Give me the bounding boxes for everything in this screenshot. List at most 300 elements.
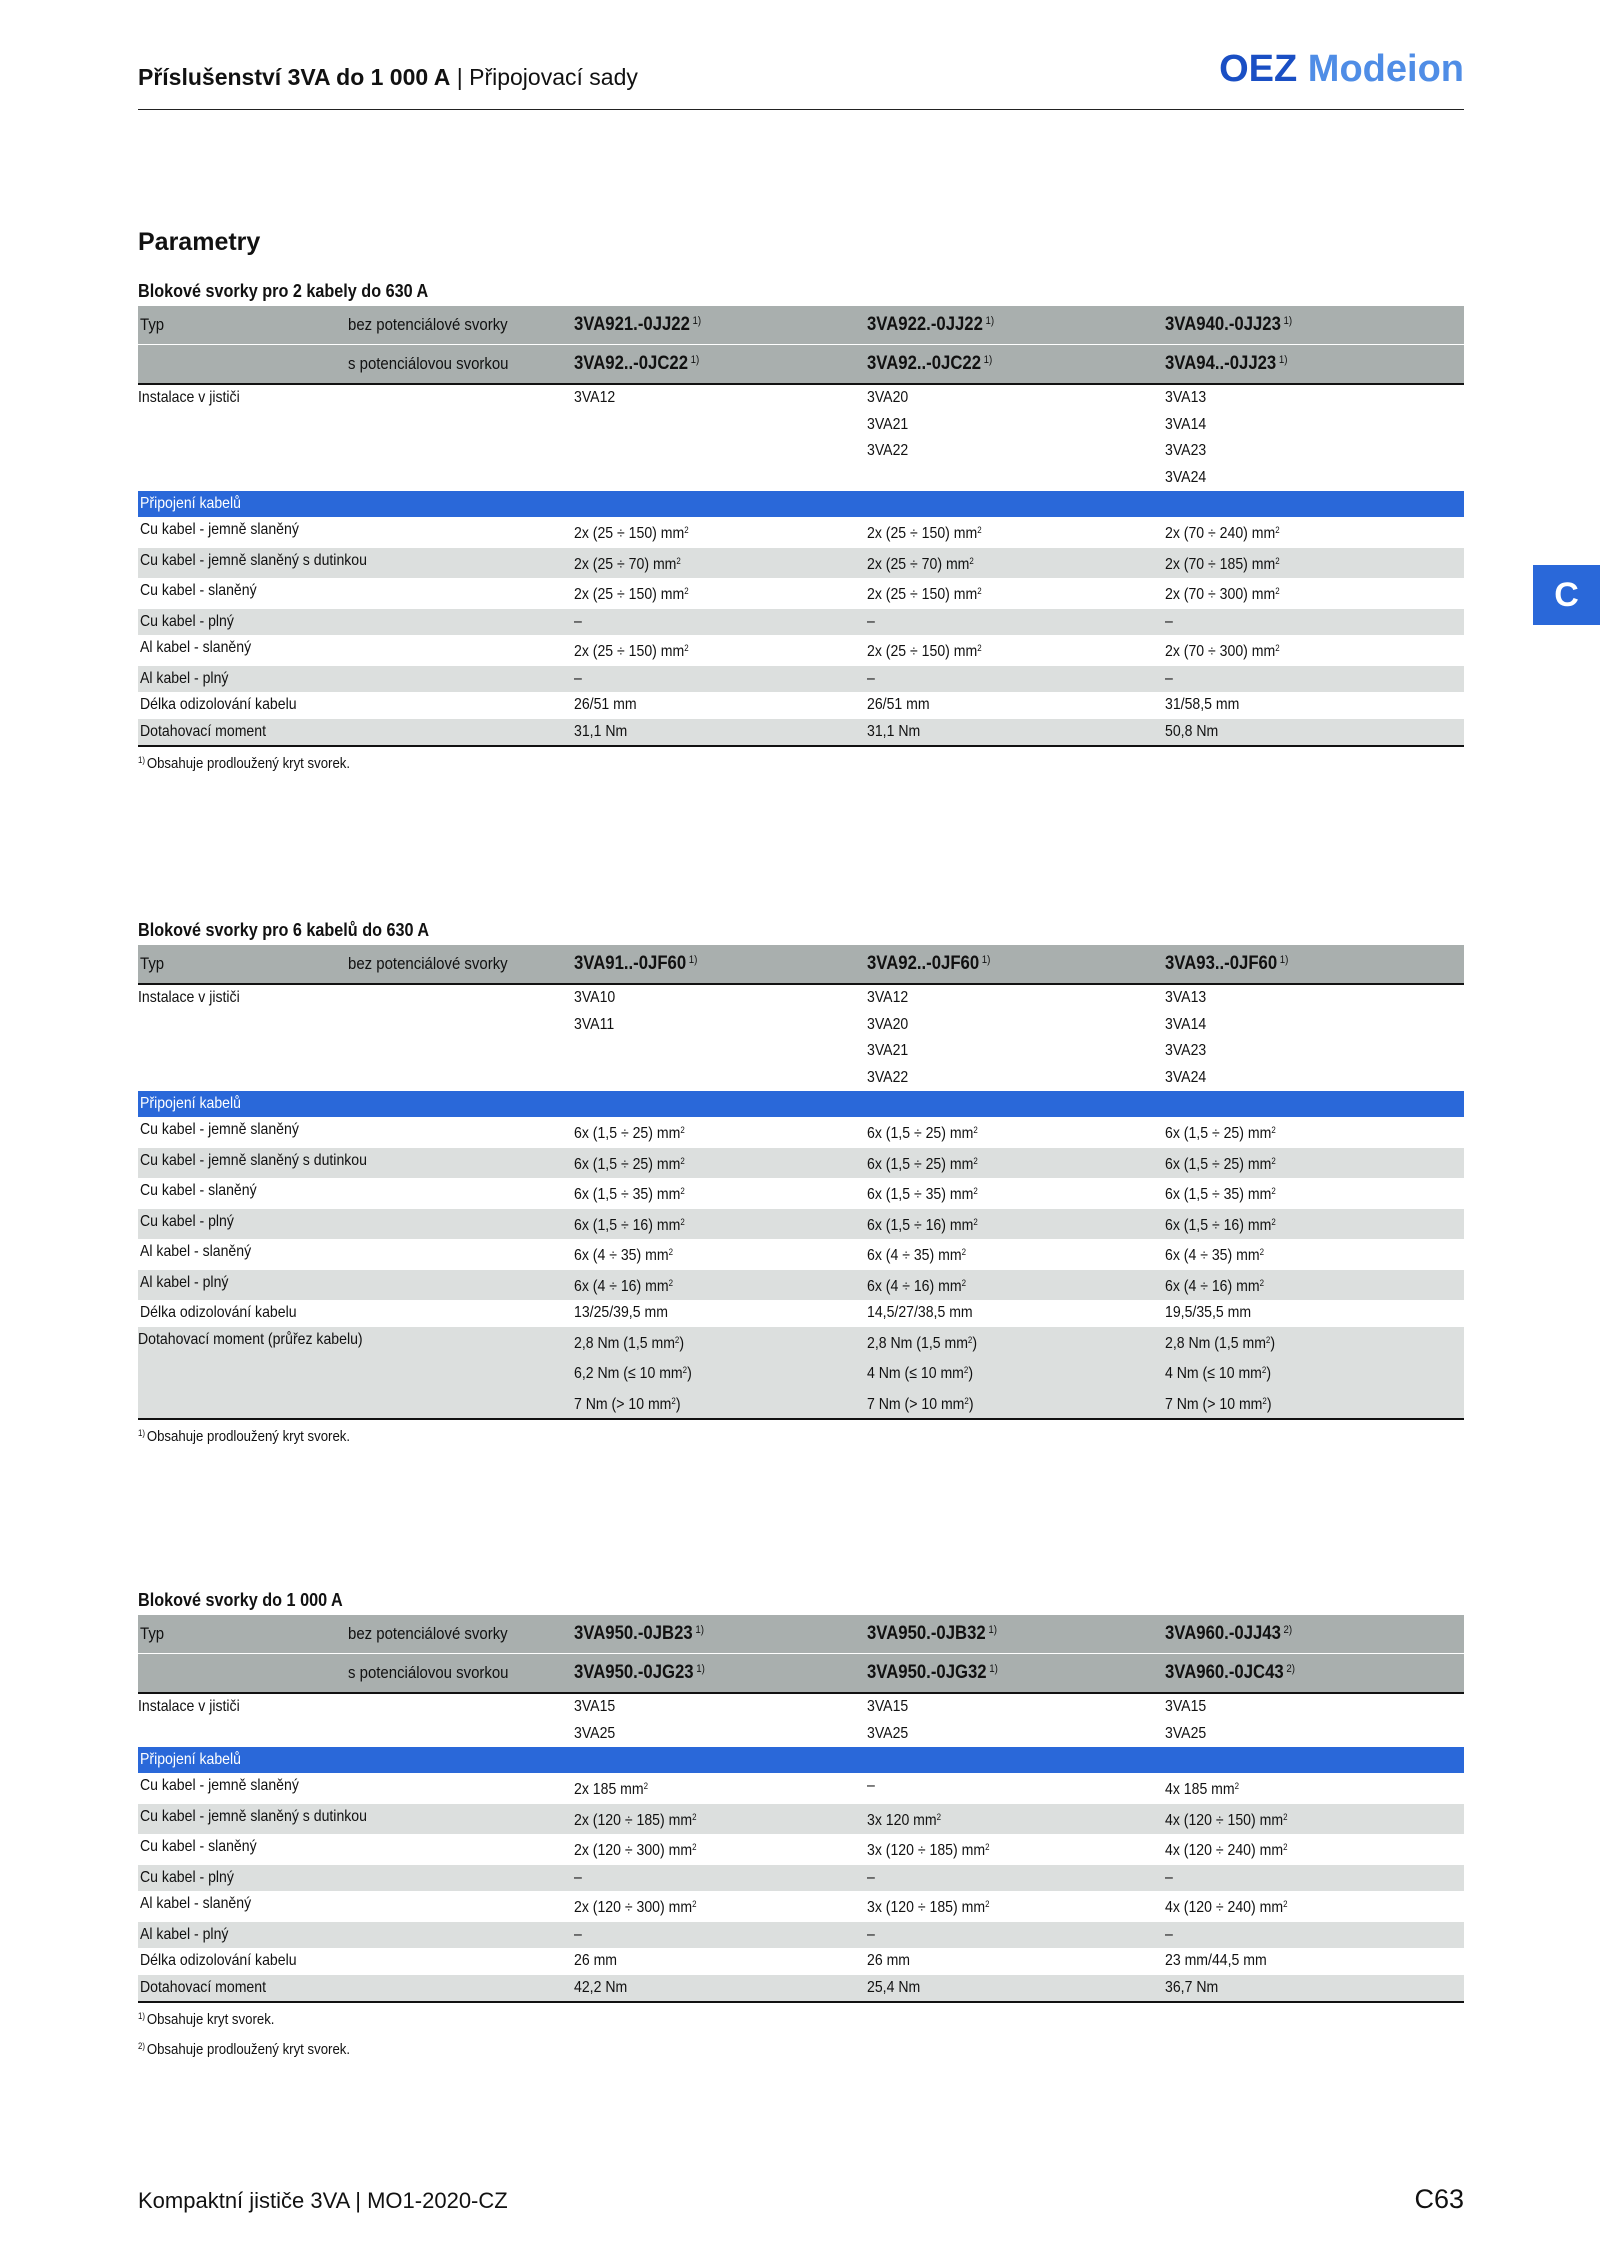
row-value [867,517,1165,548]
row-value-text: – [574,669,582,687]
install-value-text: 3VA21 [867,1042,909,1059]
row-label [138,1804,574,1835]
header-separator: | [456,64,463,90]
product-code-text: 3VA92..-0JC22 $^{1)}$ [867,353,993,374]
install-value-text: 3VA13 [1165,989,1207,1006]
row-value [574,1300,867,1327]
row-value [574,1239,867,1270]
section-band [138,1747,1464,1773]
row-value [1165,1209,1464,1240]
row-label-text: Al kabel - plný [140,1925,229,1943]
install-value [867,1721,1165,1748]
install-value-text: 3VA13 [1165,389,1207,406]
product-code-text: 3VA950.-0JB32 $^{1)}$ [867,1623,997,1644]
header-product-code [1165,314,1464,336]
row-value [1165,1948,1464,1975]
footnote-ref: 1) [690,354,700,366]
footnote-ref: 1) [1278,354,1288,366]
footnote-ref: 1) [989,1663,998,1675]
table-row [138,1300,1464,1327]
product-code-text: 3VA92..-0JF60 $^{1)}$ [867,953,991,974]
table-header-row [138,1615,1464,1653]
row-value [574,1178,867,1209]
install-value-text: 3VA12 [574,389,616,406]
header-product-code [574,353,867,375]
row-value [867,1773,1165,1804]
torque-value-text: 7 Nm (> 10 $mm^2$) [1165,1395,1272,1413]
table-row [138,1773,1464,1804]
header-variant-label [348,354,574,374]
table-row [138,1804,1464,1835]
header-type-label [138,1624,348,1644]
row-value-text: – [1165,1925,1173,1943]
install-values [867,385,1165,491]
oez-logo [1219,48,1464,91]
row-value [574,666,867,693]
torque-row [138,1327,1464,1419]
row-value-text: 2x (25 ÷ 150) $mm^2$ [574,643,689,660]
row-value-text: 6x (4 ÷ 35) $mm^2$ [867,1247,966,1264]
install-value [1165,1694,1464,1721]
footer-separator: | [355,2188,361,2213]
install-value-text: 3VA22 [867,1068,909,1086]
row-value [867,1834,1165,1865]
row-value [867,548,1165,579]
footnote-marker: 1) [138,2011,146,2021]
product-code-text: 3VA960.-0JJ43 $^{2)}$ [1165,1623,1293,1644]
header-product-code [574,1662,867,1684]
table-row [138,1239,1464,1270]
install-value [1165,985,1464,1012]
row-value-text: – [867,1925,875,1943]
install-value [867,385,1165,412]
header-product-code [1165,1662,1464,1684]
row-value-text: – [867,669,875,687]
row-label-text: Dotahovací moment [140,1978,267,1996]
row-label [138,548,574,579]
product-code-text: 3VA950.-0JB23 $^{1)}$ [574,1623,704,1644]
row-value-text: 6x (1,5 ÷ 16) $mm^2$ [574,1216,685,1234]
row-label-text: Cu kabel - slaněný [140,1182,257,1199]
row-value-text: 6x (4 ÷ 35) $mm^2$ [574,1247,673,1264]
row-label-text: Al kabel - slaněný [140,1243,252,1260]
row-value [867,1270,1165,1301]
install-value-text: 3VA21 [867,415,909,433]
table-row [138,1148,1464,1179]
product-code-text: 3VA940.-0JJ23 $^{1)}$ [1165,314,1293,335]
row-label-text: Al kabel - plný [140,669,229,687]
row-value [574,692,867,719]
row-value-text: 31/58,5 mm [1165,696,1240,713]
row-label [138,1209,574,1240]
row-value-text: 6x (1,5 ÷ 25) $mm^2$ [867,1155,978,1173]
table-row [138,1178,1464,1209]
torque-value [574,1327,867,1358]
install-value-text: 3VA25 [867,1724,909,1742]
footnote-ref: 1) [985,315,995,327]
install-value-text: 3VA14 [1165,415,1207,433]
torque-label [138,1327,574,1419]
install-value-text: 3VA25 [574,1724,616,1742]
install-value [1165,412,1464,439]
torque-value-text: 7 Nm (> 10 $mm^2$) [867,1395,974,1413]
row-value [867,719,1165,746]
row-value-text: – [867,1868,875,1886]
install-value [867,1012,1165,1039]
header-type-label [138,354,348,374]
header-product-code [1165,1623,1464,1645]
table-title: Blokové svorky pro 6 kabelů do 630 A [138,920,430,940]
table-block-2 [138,915,1464,1450]
row-value [1165,1300,1464,1327]
row-label-text: Al kabel - slaněný [140,639,252,656]
torque-value [1165,1327,1464,1358]
row-value [574,1865,867,1892]
row-value-text: 2x (120 ÷ 300) $mm^2$ [574,1899,697,1916]
row-label-text: Délka odizolování kabelu [140,1304,297,1321]
footnote-marker: 1) [138,755,146,765]
row-value [867,1209,1165,1240]
install-value-text: 3VA11 [574,1015,615,1033]
install-value-text: 3VA15 [1165,1698,1207,1715]
row-value-text: 6x (1,5 ÷ 25) $mm^2$ [1165,1125,1276,1142]
row-value [574,1948,867,1975]
torque-values [867,1327,1165,1419]
install-row [138,985,1464,1091]
row-value-text: 3x (120 ÷ 185) $mm^2$ [867,1899,990,1916]
row-value [1165,692,1464,719]
install-row [138,385,1464,491]
row-value-text: – [1165,612,1173,630]
header-variant-label [348,1663,574,1683]
product-code-text: 3VA950.-0JG23 $^{1)}$ [574,1662,705,1683]
row-label-text: Cu kabel - plný [140,612,234,630]
section-band-text: Připojení kabelů [140,1751,241,1768]
row-value-text: – [574,1868,582,1886]
table-row [138,692,1464,719]
header-product-code [574,1623,867,1645]
row-value-text: 6x (1,5 ÷ 25) $mm^2$ [574,1125,685,1142]
table-row [138,1117,1464,1148]
row-label-text: Dotahovací moment [140,722,267,740]
header-variant-text: bez potenciálové svorky [348,1624,508,1643]
row-value [867,1117,1165,1148]
header-type-label [138,1663,348,1683]
row-value-text: – [867,1777,875,1794]
row-value-text: 14,5/27/38,5 mm [867,1304,973,1321]
row-value-text: 6x (1,5 ÷ 25) $mm^2$ [1165,1155,1276,1173]
row-value [1165,1804,1464,1835]
torque-value-text: 4 Nm (≤ 10 $mm^2$) [1165,1365,1272,1382]
footnote-ref: 1) [695,1624,704,1636]
row-label [138,1891,574,1922]
row-label [138,578,574,609]
install-label-text: Instalace v jističi [138,389,240,406]
row-value-text: 3x 120 $mm^2$ [867,1811,942,1829]
row-value-text: 13/25/39,5 mm [574,1304,668,1321]
row-value-text: – [1165,1868,1173,1886]
row-label-text: Délka odizolování kabelu [140,696,297,713]
torque-values [574,1327,867,1419]
row-label [138,1178,574,1209]
header-variant-label [348,1624,574,1644]
row-value [574,1804,867,1835]
torque-value-text: 2,8 Nm (1,5 $mm^2$) [867,1334,978,1352]
torque-value-text: 6,2 Nm (≤ 10 $mm^2$) [574,1365,692,1382]
row-value [867,1975,1165,2002]
install-value [867,985,1165,1012]
install-value-text: 3VA23 [1165,1042,1207,1059]
row-value [1165,1891,1464,1922]
row-value [1165,1117,1464,1148]
row-value [574,1773,867,1804]
section-band [138,1091,1464,1117]
row-value [867,1239,1165,1270]
header-product-code [574,953,867,975]
row-value [1165,1178,1464,1209]
table-row [138,1948,1464,1975]
row-value [867,692,1165,719]
row-value-text: 2x (70 ÷ 300) $mm^2$ [1165,643,1280,660]
row-value-text: 6x (4 ÷ 16) $mm^2$ [867,1277,966,1295]
row-label [138,1922,574,1949]
footer-right: MO1-2020-CZ [367,2188,508,2213]
row-label-text: Délka odizolování kabelu [140,1952,297,1969]
row-value-text: 2x (25 ÷ 150) $mm^2$ [574,586,689,603]
row-value [867,1865,1165,1892]
row-value-text: 36,7 Nm [1165,1978,1219,1996]
row-value [1165,1834,1464,1865]
product-code-text: 3VA921.-0JJ22 $^{1)}$ [574,314,702,335]
row-value [867,1178,1165,1209]
row-value [867,1948,1165,1975]
row-value [867,1891,1165,1922]
header-product-code [867,1662,1165,1684]
row-value-text: 31,1 Nm [867,722,921,740]
torque-label-text: Dotahovací moment (průřez kabelu) [138,1330,363,1348]
header-type-label [138,954,348,974]
header-variant-label [348,954,574,974]
footnote-ref: 1) [1283,315,1293,327]
table-header-row [138,945,1464,985]
row-value [574,517,867,548]
torque-values [1165,1327,1464,1419]
install-label [138,385,574,491]
product-code-text: 3VA950.-0JG32 $^{1)}$ [867,1662,998,1683]
install-label [138,1694,574,1747]
install-value-text: 3VA10 [574,989,616,1006]
footnote-ref: 1) [983,354,993,366]
row-value [1165,635,1464,666]
row-value-text: 4x (120 ÷ 240) $mm^2$ [1165,1842,1288,1859]
chapter-tab: C [1533,565,1600,625]
install-row [138,1694,1464,1747]
row-value [1165,548,1464,579]
install-values [1165,385,1464,491]
table-title: Blokové svorky pro 2 kabely do 630 A [138,281,429,301]
row-value-text: 26/51 mm [867,696,930,713]
product-code-text: 3VA93..-0JF60 $^{1)}$ [1165,953,1289,974]
header-type-label [138,315,348,335]
section-title: Parametry [138,228,261,256]
header-subtitle: Připojovací sady [469,64,638,90]
product-code-text: 3VA92..-0JC22 $^{1)}$ [574,353,700,374]
row-label-text: Cu kabel - jemně slaněný [140,1121,299,1138]
row-value-text: 2x 185 $mm^2$ [574,1781,649,1798]
row-value-text: 2x (25 ÷ 150) $mm^2$ [867,643,982,660]
install-value-text: 3VA24 [1165,1068,1207,1086]
row-value [1165,719,1464,746]
footnote-ref: 1) [692,315,702,327]
row-value-text: 19,5/35,5 mm [1165,1304,1252,1321]
install-value [867,438,1165,465]
header-variant-text: s potenciálovou svorkou [348,1663,509,1682]
torque-value [1165,1388,1464,1419]
row-label [138,1834,574,1865]
row-value-text: – [867,612,875,630]
row-label [138,1117,574,1148]
install-values [867,985,1165,1091]
row-value [574,1834,867,1865]
row-value-text: 2x (70 ÷ 185) $mm^2$ [1165,555,1280,573]
footnote-text: $^{2)}$ Obsahuje prodloužený kryt svorek. [138,2041,351,2058]
header-product-code [574,314,867,336]
row-value-text: 6x (1,5 ÷ 16) $mm^2$ [867,1216,978,1234]
product-code-text: 3VA94..-0JJ23 $^{1)}$ [1165,353,1288,374]
row-value [574,548,867,579]
row-value [1165,1148,1464,1179]
row-value-text: 26 mm [574,1952,618,1969]
page-footer [138,2188,508,2214]
row-value [867,635,1165,666]
header-type-text: Typ [140,315,165,334]
row-value [574,1975,867,2002]
footnote-ref: 2) [1283,1624,1293,1636]
row-value-text: 6x (4 ÷ 16) $mm^2$ [574,1277,673,1295]
row-value [574,609,867,636]
install-value-text: 3VA24 [1165,468,1207,486]
install-value [1165,1012,1464,1039]
row-label [138,1865,574,1892]
table-title: Blokové svorky do 1 000 A [138,1590,343,1610]
product-code-text: 3VA922.-0JJ22 $^{1)}$ [867,314,995,335]
install-value [867,1065,1165,1092]
table-row [138,1865,1464,1892]
section-band-text: Připojení kabelů [140,495,241,512]
install-value [1165,385,1464,412]
row-value [1165,1975,1464,2002]
torque-value [574,1357,867,1388]
row-value-text: – [574,1925,582,1943]
header-title: Příslušenství 3VA do 1 000 A [138,64,451,90]
row-value [867,1300,1165,1327]
torque-value [867,1327,1165,1358]
row-value [867,578,1165,609]
install-label-text: Instalace v jističi [138,989,240,1006]
row-label-text: Al kabel - plný [140,1273,229,1291]
install-value [574,1721,867,1748]
row-value-text: 2x (120 ÷ 185) $mm^2$ [574,1811,697,1829]
table-header-row [138,1653,1464,1694]
install-value-text: 3VA15 [574,1698,616,1715]
row-value-text: 50,8 Nm [1165,722,1219,740]
footnote [138,2033,1464,2063]
row-label [138,1239,574,1270]
row-label [138,635,574,666]
torque-value [1165,1357,1464,1388]
torque-value-text: 4 Nm (≤ 10 $mm^2$) [867,1365,974,1382]
install-value-text: 3VA12 [867,989,909,1006]
row-label-text: Cu kabel - slaněný [140,582,257,599]
table-block-3 [138,1585,1464,2063]
row-value [574,635,867,666]
install-values [1165,985,1464,1091]
table-row [138,1834,1464,1865]
install-value [867,412,1165,439]
header-variant-text: bez potenciálové svorky [348,954,508,973]
table-header-row [138,344,1464,385]
install-value-text: 3VA15 [867,1698,909,1715]
row-label-text: Cu kabel - jemně slaněný s dutinkou [140,1807,367,1825]
row-label-text: Cu kabel - jemně slaněný [140,1777,299,1794]
product-code-text: 3VA91..-0JF60 $^{1)}$ [574,953,698,974]
row-label [138,1975,574,2002]
row-value [867,1922,1165,1949]
header-product-code [867,1623,1165,1645]
row-value [1165,578,1464,609]
row-label-text: Cu kabel - plný [140,1212,234,1230]
row-label-text: Cu kabel - jemně slaněný s dutinkou [140,1151,367,1169]
install-value-text: 3VA20 [867,389,909,406]
footnote-ref: 2) [1286,1663,1295,1675]
install-value [867,1694,1165,1721]
header-type-text: Typ [140,1624,165,1643]
table-row [138,548,1464,579]
row-value [1165,1239,1464,1270]
row-value-text: 31,1 Nm [574,722,628,740]
header-product-code [867,953,1165,975]
table-row [138,1975,1464,2002]
torque-value [867,1357,1165,1388]
row-value [1165,517,1464,548]
product-code-text: 3VA960.-0JC43 $^{2)}$ [1165,1662,1295,1683]
install-value-text: 3VA14 [1165,1015,1207,1033]
install-value-text: 3VA23 [1165,442,1207,459]
row-value [867,609,1165,636]
table-row [138,1891,1464,1922]
footnote-ref: 1) [981,954,991,966]
row-label [138,719,574,746]
page-number: C63 [1414,2184,1464,2214]
install-value [574,1012,867,1039]
footnote-marker: 2) [138,2041,146,2051]
row-label-text: Cu kabel - jemně slaněný s dutinkou [140,551,367,569]
footnote-text: $^{1)}$ Obsahuje kryt svorek. [138,2011,275,2028]
row-value-text: 6x (1,5 ÷ 35) $mm^2$ [574,1186,685,1203]
install-value [574,985,867,1012]
header-product-code [867,353,1165,375]
row-value [574,1148,867,1179]
row-value-text: 25,4 Nm [867,1978,921,1996]
row-value [867,1148,1165,1179]
table-row [138,578,1464,609]
row-label [138,1300,574,1327]
install-values [574,385,867,491]
row-value-text: 6x (1,5 ÷ 35) $mm^2$ [1165,1186,1276,1203]
section-band [138,491,1464,517]
install-value [1165,1721,1464,1748]
row-value-text: 42,2 Nm [574,1978,628,1996]
